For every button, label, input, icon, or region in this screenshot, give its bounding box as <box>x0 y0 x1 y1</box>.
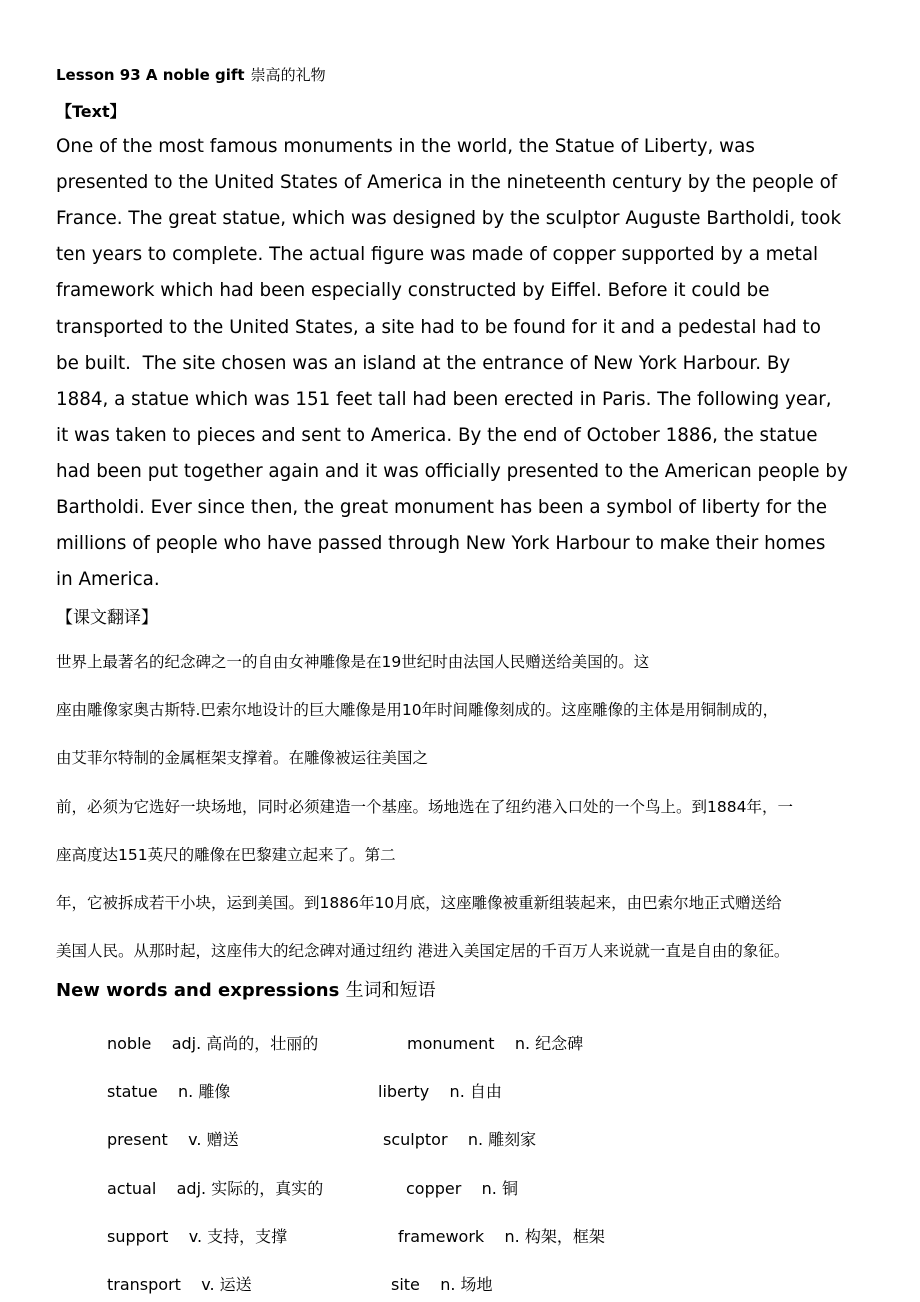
vocab-item: monument n. 纪念碑 <box>407 1034 584 1053</box>
text-line: be built. The site chosen was an island at the entrance of New York Harbour. By <box>56 352 791 374</box>
new-words-chinese: 生词和短语 <box>345 980 436 1001</box>
translation-heading: 【课文翻译】 <box>56 608 158 628</box>
vocab-item: site n. 场地 <box>391 1275 493 1294</box>
text-line: had been put together again and it was officially presented to the American people by <box>56 460 848 482</box>
text-line: Bartholdi. Ever since then, the great monument has been a symbol of liberty for the <box>56 497 827 518</box>
vocab-item: liberty n. 自由 <box>378 1082 502 1102</box>
translation-line: 美国人民。从那时起，这座伟大的纪念碑对通过纽约 港进入美国定居的千百万人来说就一直是自由的象征。 <box>56 942 790 961</box>
text-line: millions of people who have passed through New York Harbour to make their homes <box>56 533 826 555</box>
vocab-item: actual adj. 实际的，真实的 <box>107 1178 324 1198</box>
new-words-english: New words and expressions <box>56 980 340 1001</box>
translation-line: 座由雕像家奥古斯特.巴索尔地设计的巨大雕像是用10年时间雕像刻成的。这座雕像的主体是用铜制成的， <box>56 701 779 720</box>
title-english: Lesson 93 A noble gift <box>56 66 245 84</box>
vocab-item: present v. 赠送 <box>107 1130 239 1150</box>
vocab-item: sculptor n. 雕刻家 <box>383 1130 537 1150</box>
translation-line: 年，它被拆成若干小块，运到美国。到1886年10月底，这座雕像被重新组装起来，由巴索尔地正式赠送给 <box>56 894 782 912</box>
translation-line: 世界上最著名的纪念碑之一的自由女神雕像是在19世纪时由法国人民赠送给美国的。这 <box>56 653 650 671</box>
lesson-title <box>56 64 326 85</box>
new-words-heading <box>56 976 436 1002</box>
translation-line: 由艾菲尔特制的金属框架支撑着。在雕像被运往美国之 <box>56 749 429 768</box>
title-chinese: 崇高的礼物 <box>250 66 326 84</box>
text-line: 1884, a statue which was 151 feet tall had been erected in Paris. The following year, <box>56 388 832 410</box>
text-line: presented to the United States of America in the nineteenth century by the people of <box>56 172 838 194</box>
text-line: France. The great statue, which was designed by the sculptor Auguste Bartholdi, took <box>56 208 842 230</box>
vocab-item: statue n. 雕像 <box>107 1082 231 1102</box>
vocab-item: transport v. 运送 <box>107 1275 252 1294</box>
translation-line: 前，必须为它选好一块场地，同时必须建造一个基座。场地选在了纽约港入口处的一个鸟上。到1884年，一 <box>56 797 793 816</box>
text-line: ten years to complete. The actual figure was made of copper supported by a metal <box>56 244 819 266</box>
text-line: it was taken to pieces and sent to America. By the end of October 1886, the statue <box>56 424 818 446</box>
vocab-item: noble adj. 高尚的，壮丽的 <box>107 1034 319 1053</box>
text-line: framework which had been especially constructed by Eiffel. Before it could be <box>56 280 770 302</box>
vocab-item: framework n. 构架，框架 <box>398 1226 605 1246</box>
text-line: in America. <box>56 569 160 591</box>
vocab-item: copper n. 铜 <box>406 1178 518 1198</box>
text-line: One of the most famous monuments in the world, the Statue of Liberty, was <box>56 136 755 157</box>
text-heading: 【Text】 <box>56 102 126 121</box>
vocab-item: support v. 支持，支撑 <box>107 1226 288 1246</box>
text-line: transported to the United States, a site had to be found for it and a pedestal had to <box>56 316 821 338</box>
translation-line: 座高度达151英尺的雕像在巴黎建立起来了。第二 <box>56 845 396 864</box>
